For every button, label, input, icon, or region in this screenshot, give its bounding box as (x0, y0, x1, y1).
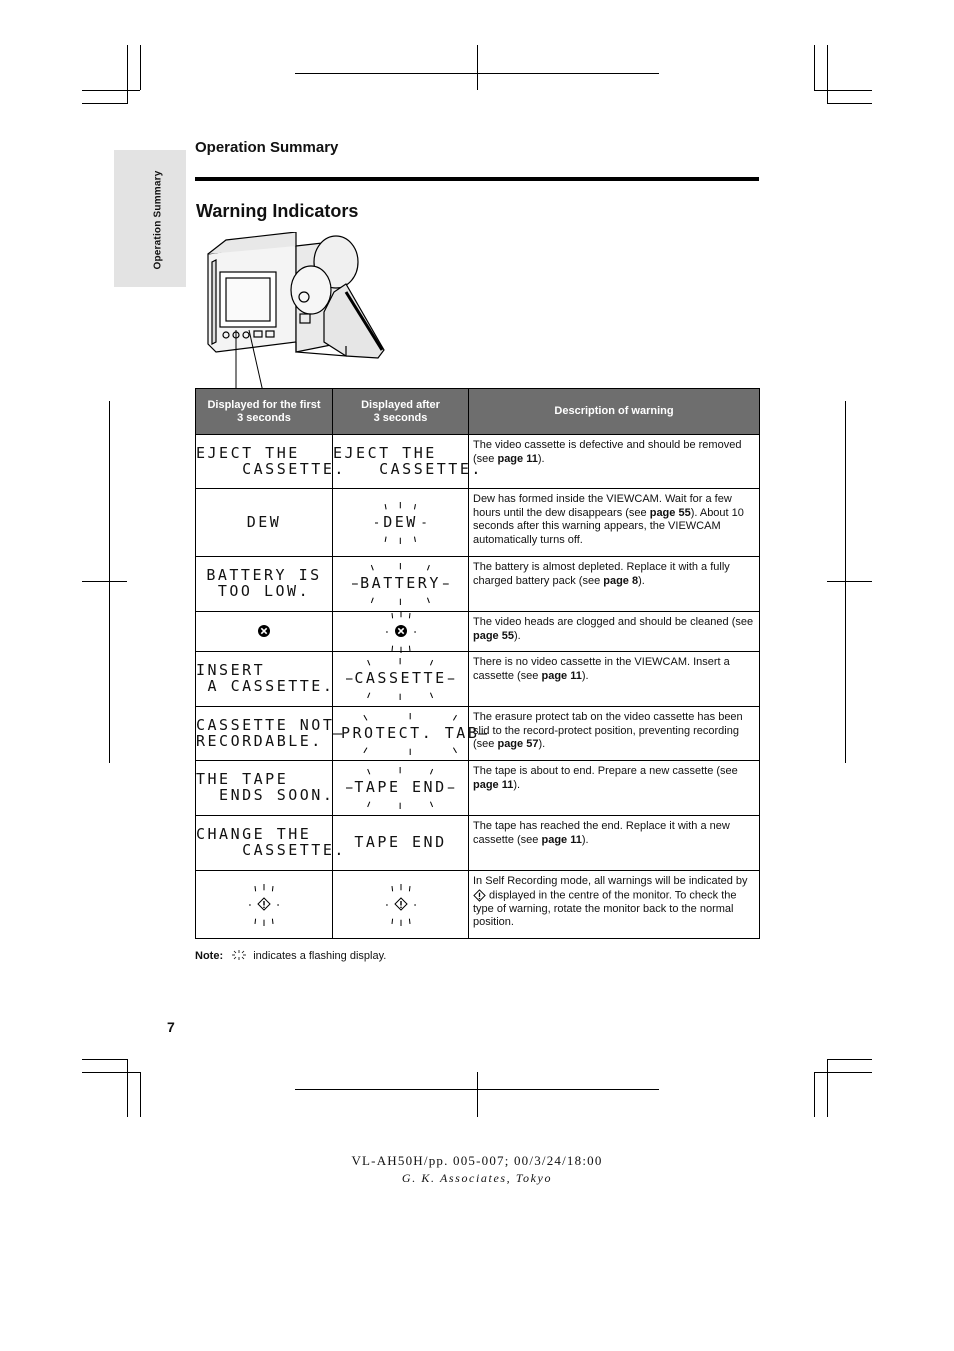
crop-mark (845, 401, 846, 763)
display-text: TAPE END (354, 833, 447, 851)
description-text: Dew has formed inside the VIEWCAM. Wait for a few hours until the dew disappears (see (473, 493, 732, 519)
page-reference: page 11 (541, 833, 582, 846)
header-first-3-seconds: Displayed for the first 3 seconds (196, 389, 333, 435)
header-after-3-seconds: Displayed after 3 seconds (333, 389, 469, 435)
first-display (196, 435, 346, 489)
flashing-display (346, 779, 454, 797)
page-reference: page 55 (649, 506, 691, 519)
after-display (333, 652, 469, 707)
heading-rule (195, 177, 759, 181)
warning-description (469, 761, 760, 816)
table-row (196, 707, 760, 761)
page-reference: page 11 (497, 452, 538, 465)
crop-mark (82, 90, 140, 91)
description-text: In Self Recording mode, all warnings will be indicated by (473, 875, 748, 887)
flash-rays-icon (333, 713, 487, 755)
crop-mark (127, 1059, 128, 1117)
after-display (333, 435, 483, 489)
warning-description (469, 612, 760, 652)
flashing-display (346, 670, 454, 688)
crop-mark (827, 581, 872, 582)
warning-description (469, 557, 760, 612)
description-text: The tape is about to end. Prepare a new cassette (see (473, 765, 738, 777)
crop-mark (814, 1072, 872, 1073)
crop-mark (827, 1059, 872, 1060)
description-text: ). (513, 778, 521, 791)
warning-description (469, 816, 760, 871)
note-text: indicates a flashing display. (253, 950, 387, 962)
flash-rays-icon (249, 884, 279, 926)
display-text: INSERT A CASSETTE. (196, 661, 335, 695)
after-display (333, 761, 469, 816)
flash-rays-icon (346, 767, 454, 809)
flash-rays-icon (386, 884, 416, 926)
page-reference: page 57 (497, 738, 539, 751)
description-text: ). (537, 452, 545, 465)
description-text: There is no video cassette in the VIEWCAM. Insert a cassette (see (473, 656, 730, 682)
table-row (196, 816, 760, 871)
crop-mark (477, 45, 478, 90)
description-text: The erasure protect tab on the video cassette has been slid to the record-protect position, preventing recording (see (473, 711, 743, 751)
description-text: The video cassette is defective and should be removed (see (473, 439, 742, 465)
display-text: TAPE END (354, 778, 447, 796)
flashing-display (386, 896, 416, 914)
crop-mark (82, 1059, 128, 1060)
flash-rays-icon (352, 563, 449, 605)
crop-mark (814, 45, 815, 90)
crop-mark (82, 103, 128, 104)
display-text: DEW (383, 512, 418, 531)
crop-mark (127, 45, 128, 103)
first-display (196, 707, 333, 761)
after-display (333, 707, 480, 761)
table-row (196, 612, 760, 652)
page-reference: page 55 (473, 629, 514, 642)
footer-job-line: VL-AH50H/pp. 005-007; 00/3/24/18:00 (351, 1153, 603, 1168)
crop-mark (140, 1072, 141, 1117)
table-row (196, 489, 760, 557)
after-display (333, 816, 469, 871)
crop-mark (814, 1072, 815, 1117)
display-text: EJECT THE CASSETTE. (333, 443, 483, 478)
flashing-display (333, 725, 487, 743)
crop-mark (814, 90, 872, 91)
display-text: BATTERY IS TOO LOW. (206, 566, 322, 600)
first-display (196, 489, 333, 557)
flash-rays-icon (346, 658, 454, 700)
section-heading: Operation Summary (195, 139, 339, 156)
after-display (333, 612, 469, 652)
table-row (196, 652, 760, 707)
table-row (196, 557, 760, 612)
display-text: CHANGE THE CASSETTE. (196, 825, 346, 859)
crop-mark (477, 1072, 478, 1117)
crop-mark (827, 45, 828, 103)
page-reference: page 8 (603, 574, 639, 587)
description-text: ). About 10 seconds after this warning appears, the VIEWCAM automatically turns off. (473, 506, 744, 546)
display-text: CASSETTE (354, 669, 447, 687)
description-text: displayed in the centre of the monitor. To check the type of warning, rotate the monitor back to the normal position. (473, 889, 737, 929)
first-display (196, 871, 333, 939)
table-row (196, 761, 760, 816)
after-display (333, 557, 469, 612)
first-display (196, 557, 333, 612)
warning-table (195, 388, 760, 939)
description-text: ). (513, 629, 521, 642)
crop-mark (82, 1072, 140, 1073)
display-text: THE TAPE ENDS SOON. (196, 770, 335, 804)
first-display (196, 612, 333, 652)
crop-mark (140, 45, 141, 90)
description-text: The tape has reached the end. Replace it with a new cassette (see (473, 820, 730, 846)
table-row (196, 435, 760, 489)
display-text: BATTERY (360, 574, 441, 592)
table-header-row (196, 389, 760, 435)
flash-rays-icon (232, 950, 246, 960)
warning-description (469, 707, 760, 761)
page-title: Warning Indicators (196, 201, 359, 221)
page-number: 7 (167, 1019, 175, 1035)
first-display (196, 652, 333, 707)
display-symbol (257, 623, 271, 640)
warning-description (469, 435, 760, 489)
flashing-display (386, 623, 416, 641)
display-text: EJECT THE CASSETTE. (196, 443, 346, 478)
first-display (196, 816, 346, 871)
description-text: ). (638, 574, 645, 587)
description-text: The battery is almost depleted. Replace it with a fully charged battery pack (see (473, 561, 730, 587)
page-reference: page 11 (473, 778, 514, 791)
warning-description (469, 489, 760, 557)
after-display (333, 489, 469, 557)
first-display (196, 761, 333, 816)
table-row (196, 871, 760, 939)
exclamation-diamond-icon (473, 889, 486, 902)
display-text: DEW (246, 512, 282, 531)
warning-description (469, 652, 760, 707)
crop-mark (827, 1059, 828, 1117)
description-text: ). (581, 833, 589, 846)
page-reference: page 11 (541, 669, 582, 682)
camcorder-illustration (196, 232, 401, 392)
crop-mark (827, 103, 872, 104)
note (195, 950, 386, 962)
side-tab (114, 150, 186, 287)
footer-credit: G. K. Associates, Tokyo (401, 1171, 553, 1185)
description-text: ). (538, 738, 546, 751)
flash-rays-icon (375, 502, 426, 544)
description-text: The video heads are clogged and should be cleaned (see (473, 616, 754, 628)
display-text: PROTECT. TAB (341, 723, 480, 742)
crop-mark (82, 581, 127, 582)
flash-rays-icon (386, 611, 416, 653)
note-label: Note: (195, 950, 224, 962)
description-text: ). (581, 669, 589, 682)
warning-description (469, 871, 760, 939)
display-text: CASSETTE NOT RECORDABLE. (196, 715, 335, 750)
header-description: Description of warning (469, 389, 760, 435)
after-display (333, 871, 469, 939)
head-clog-icon (257, 624, 271, 638)
side-tab-label: Operation Summary (152, 170, 164, 270)
crop-mark (109, 401, 110, 763)
flashing-display (352, 575, 449, 593)
flashing-display (249, 896, 279, 914)
flashing-display (375, 514, 426, 532)
